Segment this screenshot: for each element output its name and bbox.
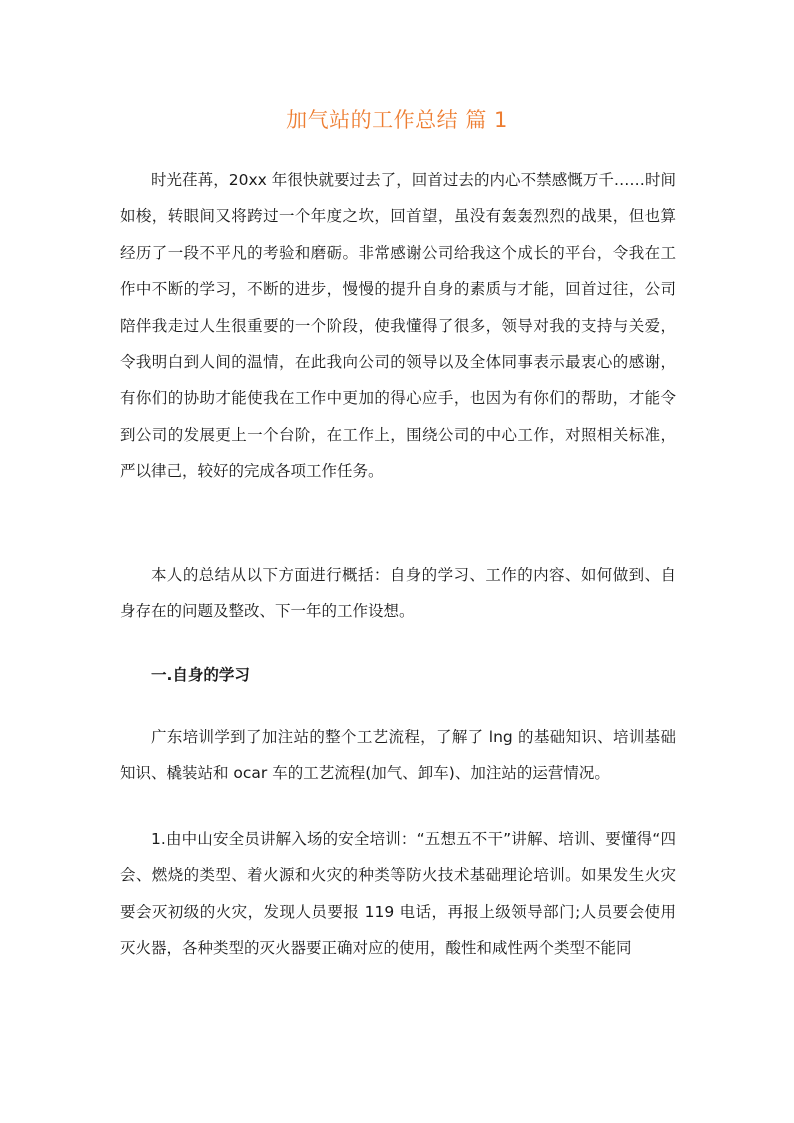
section-heading-self-study: 一.自身的学习 — [151, 666, 250, 684]
paragraph-training: 广东培训学到了加注站的整个工艺流程，了解了 lng 的基础知识、培训基础知识、橇装站和 ocar 车的工艺流程(加气、卸车)、加注站的运营情况。 — [120, 728, 676, 783]
paragraph-summary-outline: 本人的总结从以下方面进行概括：自身的学习、工作的内容、如何做到、自身存在的问题及整改、下一年的工作设想。 — [120, 566, 676, 621]
document-title: 加气站的工作总结 篇 1 — [286, 108, 508, 132]
paragraph-intro: 时光荏苒，20xx 年很快就要过去了，回首过去的内心不禁感慨万千……时间如梭，转眼间又将跨过一个年度之坎，回首望，虽没有轰轰烈烈的战果，但也算经历了一段不平凡的考验和磨砺。非常感谢公司给我这个成长的平台，令我在工作中不断的学习，不断的进步，慢慢的提升自身的素质与才能，回首过往，公司陪伴我走过人生很重要的一个阶段，使我懂得了很多，领导对我的支持与关爱，令我明白到人间的温情，在此我向公司的领导以及全体同事表示最衷心的感谢，有你们的协助才能使我在工作中更加的得心应手，也因为有你们的帮助，才能令到公司的发展更上一个台阶，在工作上，围绕公司的中心工作，对照相关标准，严以律己，较好的完成各项工作任务。 — [120, 171, 676, 481]
paragraph-safety-training: 1.由中山安全员讲解入场的安全培训：“五想五不干”讲解、培训、要懂得“四会、燃烧的类型、着火源和火灾的种类等防火技术基础理论培训。如果发生火灾要会灭初级的火灾，发现人员要报 119 电话，再报上级领导部门;人员要会使用灭火器，各种类型的灭火器要正确对应的使用，酸性和咸性两个类型不能同 — [120, 830, 676, 958]
